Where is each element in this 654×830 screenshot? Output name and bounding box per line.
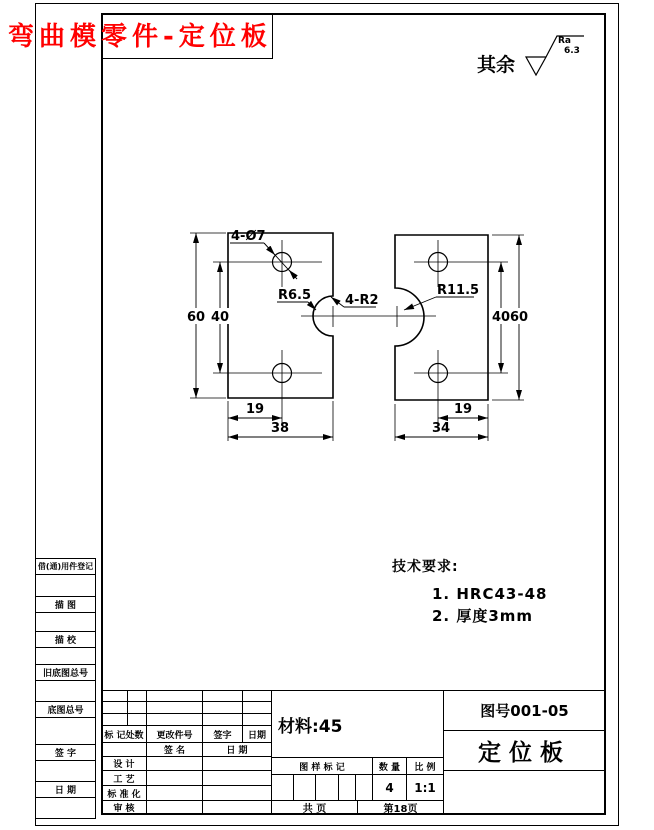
leader-holes-arrow-1 <box>264 243 275 255</box>
scale-value: 1:1 <box>406 774 444 801</box>
role-cell-empty <box>202 756 272 771</box>
label-right-notch-radius: R11.5 <box>437 283 480 298</box>
drawing-number: 图号001-05 <box>443 690 606 731</box>
rev-col-date: 日期 <box>242 725 272 743</box>
right-empty-box <box>443 770 606 815</box>
tech-requirement-1: 1. HRC43-48 <box>432 585 548 603</box>
revision-grid-divider <box>101 701 272 702</box>
strip-box-empty <box>35 760 96 782</box>
label-fillets-4r2: 4-R2 <box>345 293 379 308</box>
strip-label-tracing-check: 描 校 <box>35 631 96 648</box>
strip-box-empty <box>35 647 96 665</box>
mark-cell-empty <box>338 774 356 801</box>
sign-date-header: 日 期 <box>202 742 272 757</box>
strip-box-empty <box>35 574 96 597</box>
roughness-ra-label: Ra <box>558 36 572 46</box>
mark-cell-empty <box>271 774 294 801</box>
page-number-cell: 第18页 <box>357 800 444 815</box>
centerlines <box>210 240 511 423</box>
strip-box-empty <box>35 797 96 819</box>
role-review: 审 核 <box>101 800 147 815</box>
strip-label-tracing: 描 图 <box>35 596 96 613</box>
revision-grid-divider <box>101 713 272 714</box>
dim-right-hole-spacing: 40 <box>491 310 511 325</box>
role-cell-empty <box>146 800 203 815</box>
rev-col-change-doc: 更改件号 <box>146 725 203 743</box>
role-cell-empty <box>202 800 272 815</box>
material-box: 材料:45 <box>271 690 444 758</box>
leader-holes-arrow-2 <box>289 270 297 279</box>
part-name: 定位板 <box>443 730 606 771</box>
qty-value: 4 <box>372 774 407 801</box>
dim-right-hole-offset: 19 <box>453 402 473 417</box>
rev-col-mark-count: 标 记处数 <box>101 725 147 743</box>
total-pages-cell: 共 页 <box>271 800 358 815</box>
strip-label-borrowed-parts: 借(通)用件登记 <box>35 558 96 575</box>
strip-box-empty <box>35 680 96 702</box>
rev-col-signature: 签字 <box>202 725 243 743</box>
revision-grid-divider <box>146 690 147 726</box>
label-left-notch-radius: R6.5 <box>278 288 312 303</box>
role-cell-empty <box>202 770 272 786</box>
revision-grid-divider <box>127 690 128 726</box>
dim-left-hole-spacing: 40 <box>210 310 230 325</box>
leader-r115-arrow <box>404 297 436 310</box>
dim-left-width: 38 <box>270 421 290 436</box>
role-cell-empty <box>146 785 203 801</box>
dim-right-height: 60 <box>509 310 529 325</box>
sign-row-empty <box>101 742 147 757</box>
strip-box-empty <box>35 717 96 745</box>
role-cell-empty <box>202 785 272 801</box>
role-cell-empty <box>146 770 203 786</box>
dim-right-width: 34 <box>431 421 451 436</box>
tech-requirements-heading: 技术要求: <box>392 559 459 575</box>
tech-requirement-2: 2. 厚度3mm <box>432 607 534 625</box>
surface-note-prefix: 其余 <box>477 54 516 76</box>
dim-left-height: 60 <box>186 310 206 325</box>
strip-label-date: 日 期 <box>35 781 96 798</box>
roughness-value: 6.3 <box>564 46 580 56</box>
leader-4r2-arrow <box>331 297 344 307</box>
strip-label-old-master-no: 旧底图总号 <box>35 664 96 681</box>
extension-lines <box>190 233 524 441</box>
drawing-title: 弯曲模零件-定位板 <box>8 22 272 52</box>
leader-holes <box>230 243 297 279</box>
role-process: 工 艺 <box>101 770 147 786</box>
mark-cell-empty <box>315 774 339 801</box>
role-cell-empty <box>146 756 203 771</box>
role-standardization: 标 准 化 <box>101 785 147 801</box>
sign-name-header: 签 名 <box>146 742 203 757</box>
mark-cell-empty <box>293 774 316 801</box>
role-design: 设 计 <box>101 756 147 771</box>
revision-grid-divider <box>242 690 243 726</box>
strip-box-empty <box>35 612 96 632</box>
strip-label-master-no: 底图总号 <box>35 701 96 718</box>
dim-left-hole-offset: 19 <box>245 402 265 417</box>
revision-grid-divider <box>202 690 203 726</box>
qty-header: 数 量 <box>372 757 407 775</box>
strip-label-signature: 签 字 <box>35 744 96 761</box>
scale-header: 比 例 <box>406 757 444 775</box>
mark-cell-empty <box>355 774 373 801</box>
right-plate-outline <box>395 235 488 400</box>
label-holes-4xd7: 4-Ø7 <box>231 229 266 244</box>
mark-header: 图 样 标 记 <box>271 757 373 775</box>
